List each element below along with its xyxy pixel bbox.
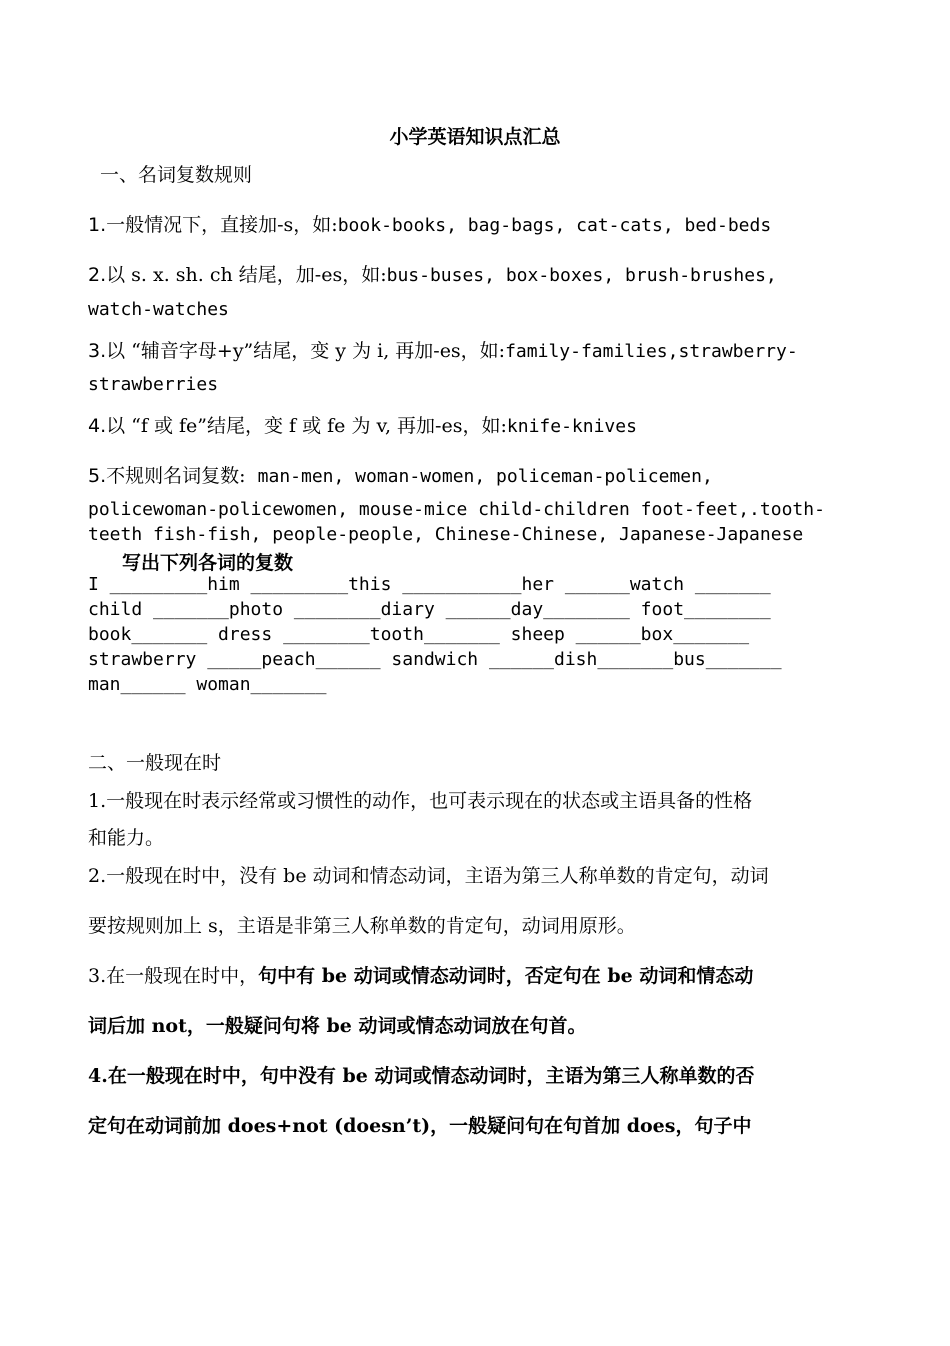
para-2-line-1: 2.一般现在时中，没有 be 动词和情态动词，主语为第三人称单数的肯定句，动词 bbox=[88, 865, 769, 887]
rule-2 bbox=[88, 260, 777, 287]
section2-heading: 二、一般现在时 bbox=[88, 752, 222, 774]
page-title: 小学英语知识点汇总 bbox=[389, 126, 561, 148]
exercise-line-2: child _______photo ________diary ______day________ foot________ bbox=[88, 599, 771, 620]
rule-4-number: 4. bbox=[88, 415, 107, 437]
para-3-bold-text: 句中有 be 动词或情态动词时，否定句在 be 动词和情态动 bbox=[258, 965, 754, 987]
rule-5-text: 不规则名词复数: bbox=[106, 465, 246, 487]
rule-3-text: 以 “辅音字母+y”结尾，变 y 为 i, 再加-es，如: bbox=[106, 340, 506, 362]
para-1-line-2: 和能力。 bbox=[88, 827, 165, 849]
para-4-line-2: 定句在动词前加 does+not (doesn’t)，一般疑问句在句首加 does，句子中 bbox=[88, 1115, 752, 1137]
rule-5-examples-cont-1: policewoman-policewomen, mouse-mice child-children foot-feet,.tooth- bbox=[88, 499, 825, 520]
rule-3 bbox=[88, 336, 798, 363]
para-3-line-2: 词后加 not，一般疑问句将 be 动词或情态动词放在句首。 bbox=[88, 1015, 587, 1037]
rule-5-examples-cont-2: teeth fish-fish, people-people, Chinese-Chinese, Japanese-Japanese bbox=[88, 524, 804, 545]
rule-2-text: 以 s. x. sh. ch 结尾，加-es，如: bbox=[106, 264, 387, 286]
rule-1-number: 1. bbox=[88, 214, 107, 236]
rule-5-examples: man-men, woman-women, policeman-policemen, bbox=[257, 466, 713, 487]
para-3-line-1 bbox=[88, 961, 753, 988]
rule-4-text: 以 “f 或 fe”结尾，变 f 或 fe 为 v, 再加-es，如: bbox=[106, 415, 507, 437]
exercise-line-4: strawberry _____peach______ sandwich ______dish_______bus_______ bbox=[88, 649, 782, 670]
para-1-line-1: 1.一般现在时表示经常或习惯性的动作，也可表示现在的状态或主语具备的性格 bbox=[88, 790, 753, 812]
rule-4-examples: knife-knives bbox=[506, 416, 637, 437]
rule-1-examples: book-books, bag-bags, cat-cats, bed-beds bbox=[337, 215, 772, 236]
rule-5 bbox=[88, 461, 713, 488]
exercise-line-3: book_______ dress ________tooth_______ sheep ______box_______ bbox=[88, 624, 750, 645]
rule-1 bbox=[88, 210, 771, 237]
para-4-line-1: 4.在一般现在时中，句中没有 be 动词或情态动词时，主语为第三人称单数的否 bbox=[88, 1065, 755, 1087]
rule-2-examples-cont: watch-watches bbox=[88, 299, 229, 320]
exercise-line-1: I _________him _________this ___________her ______watch _______ bbox=[88, 574, 771, 595]
exercise-line-5: man______ woman_______ bbox=[88, 674, 327, 695]
rule-1-text: 一般情况下，直接加-s，如: bbox=[106, 214, 338, 236]
section1-heading: 一、名词复数规则 bbox=[100, 164, 253, 186]
rule-3-examples-cont: strawberries bbox=[88, 374, 219, 395]
rule-4 bbox=[88, 411, 637, 438]
rule-2-number: 2. bbox=[88, 264, 107, 286]
rule-2-examples: bus-buses, box-boxes, brush-brushes, bbox=[386, 265, 777, 286]
rule-3-number: 3. bbox=[88, 340, 107, 362]
para-3-prefix: 3.在一般现在时中， bbox=[88, 965, 259, 987]
rule-3-examples: family-families,strawberry- bbox=[505, 341, 798, 362]
exercise-heading: 写出下列各词的复数 bbox=[122, 552, 294, 574]
para-2-line-2: 要按规则加上 s，主语是非第三人称单数的肯定句，动词用原形。 bbox=[88, 915, 636, 937]
rule-5-number: 5. bbox=[88, 465, 107, 487]
